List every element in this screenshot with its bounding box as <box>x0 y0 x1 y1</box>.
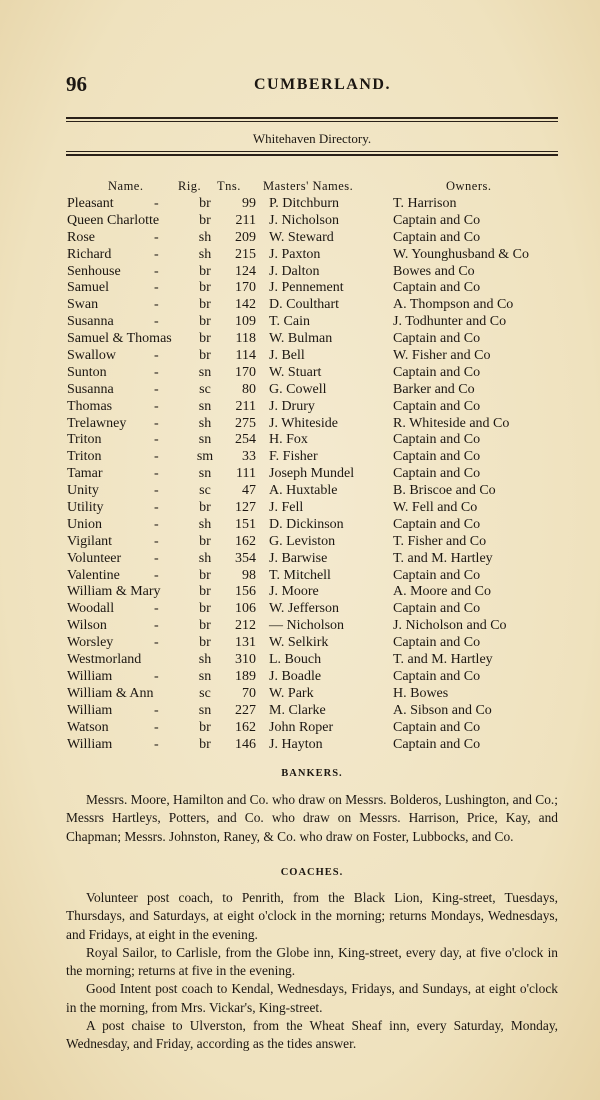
ship-master: H. Fox <box>269 432 308 448</box>
ship-owner: Captain and Co <box>393 449 481 465</box>
ditto-dash: - <box>154 415 159 431</box>
ship-tonnage: 189 <box>235 668 256 684</box>
table-row <box>0 669 600 686</box>
ditto-dash: - <box>154 280 159 296</box>
ship-owner: T. Fisher and Co <box>393 533 487 549</box>
ship-owner: Barker and Co <box>393 381 475 397</box>
ditto-dash: - <box>154 449 159 465</box>
ship-owner: J. Todhunter and Co <box>393 314 507 330</box>
ship-name: Union <box>67 516 102 532</box>
ship-owner: B. Briscoe and Co <box>393 483 496 499</box>
table-row <box>0 382 600 399</box>
ship-name: Susanna <box>67 381 114 397</box>
ship-rig: sn <box>198 398 212 414</box>
ship-owner: Captain and Co <box>393 719 481 735</box>
coach-paragraph: A post chaise to Ulverston, from the Wheat Sheaf inn, every Saturday, Monday, Wednesday, and Friday, according as the tides answer. <box>66 1018 558 1052</box>
ship-tonnage: 209 <box>235 229 256 245</box>
ship-master: W. Jefferson <box>269 601 339 617</box>
ship-owner: H. Bowes <box>393 685 449 701</box>
ship-tonnage: 131 <box>235 635 256 651</box>
ship-rig: br <box>199 196 211 211</box>
ship-master: John Roper <box>269 719 334 735</box>
page-number: 96 <box>66 72 87 96</box>
ship-tonnage: 142 <box>235 297 256 313</box>
ditto-dash: - <box>154 567 159 583</box>
ship-tonnage: 254 <box>235 432 256 448</box>
ship-master: W. Bulman <box>269 331 333 347</box>
column-header-owners: Owners. <box>446 179 492 193</box>
column-header-masters: Masters' Names. <box>263 179 354 193</box>
ship-name: William <box>67 702 113 718</box>
ship-name: Utility <box>67 500 104 516</box>
ship-rig: br <box>199 584 211 600</box>
ship-owner: R. Whiteside and Co <box>393 415 510 431</box>
table-row <box>0 247 600 264</box>
table-row <box>0 618 600 635</box>
ship-master: W. Stuart <box>269 364 322 380</box>
ship-rig: sc <box>199 381 211 397</box>
ship-name: Woodall <box>67 601 115 617</box>
ship-name: Volunteer <box>67 550 122 566</box>
table-row <box>0 365 600 382</box>
bankers-section <box>66 791 558 846</box>
ship-rig: sh <box>198 246 212 262</box>
ship-master: J. Moore <box>269 584 319 600</box>
ship-owner: T. and M. Hartley <box>393 652 493 668</box>
page-header <box>66 72 560 102</box>
ship-owner: A. Moore and Co <box>393 584 491 600</box>
ship-owner: Captain and Co <box>393 280 481 296</box>
ditto-dash: - <box>154 297 159 313</box>
ship-name: Triton <box>67 432 102 448</box>
running-title: CUMBERLAND. <box>254 76 391 93</box>
ship-name: Westmorland <box>67 652 142 668</box>
coach-paragraph: Good Intent post coach to Kendal, Wednesdays, Fridays, and Sundays, at eight o'clock in the morning, from Mrs. Vickar's, King-street. <box>66 981 558 1015</box>
ship-name: Richard <box>67 246 112 262</box>
ship-owner: W. Fisher and Co <box>393 348 491 364</box>
ditto-dash: - <box>154 348 159 364</box>
ship-owner: W. Fell and Co <box>393 500 478 516</box>
ship-tonnage: 47 <box>242 483 256 499</box>
ship-owner: Captain and Co <box>393 466 481 482</box>
ship-tonnage: 114 <box>235 348 256 364</box>
ship-tonnage: 212 <box>235 618 256 634</box>
table-row <box>0 331 600 348</box>
ship-rig: sn <box>198 432 212 448</box>
ditto-dash: - <box>154 550 159 566</box>
ship-tonnage: 310 <box>235 652 256 668</box>
bottom-rule-thin <box>66 151 558 152</box>
ship-owner: T. and M. Hartley <box>393 550 493 566</box>
ship-rig: sh <box>198 652 212 668</box>
ship-name: Samuel & Thomas <box>67 331 172 347</box>
table-row <box>0 500 600 517</box>
ship-master: W. Park <box>269 685 314 701</box>
ship-master: G. Leviston <box>269 533 336 549</box>
ditto-dash: - <box>154 432 159 448</box>
ship-owner: J. Nicholson and Co <box>393 618 507 634</box>
ship-owner: Captain and Co <box>393 398 481 414</box>
ship-tonnage: 98 <box>242 567 256 583</box>
ship-rig: br <box>199 500 211 516</box>
table-row <box>0 483 600 500</box>
ship-rig: sn <box>198 364 212 380</box>
ship-owner: Captain and Co <box>393 736 481 752</box>
table-row <box>0 314 600 331</box>
ditto-dash: - <box>154 314 159 330</box>
ditto-dash: - <box>154 516 159 532</box>
ship-name: William <box>67 668 113 684</box>
ship-rig: br <box>199 601 211 617</box>
bottom-rule <box>66 154 558 156</box>
ditto-dash: - <box>154 500 159 516</box>
table-row <box>0 196 600 213</box>
coach-paragraph: Volunteer post coach, to Penrith, from the Black Lion, King-street, Tuesdays, Thursdays, and Saturdays, at eight o'clock in the morning; returns Mondays, Wednesdays, and Fridays, at eight in the evening. <box>66 890 558 942</box>
table-row <box>0 737 600 754</box>
column-headers <box>0 179 600 197</box>
ship-name: Tamar <box>67 466 103 482</box>
ship-tonnage: 111 <box>236 466 256 482</box>
ship-master: — Nicholson <box>269 618 345 634</box>
ship-register-table <box>0 196 600 753</box>
ship-tonnage: 211 <box>235 212 256 228</box>
top-rule <box>66 117 558 119</box>
ship-rig: sm <box>196 449 214 465</box>
ship-tonnage: 215 <box>235 246 256 262</box>
ship-rig: br <box>199 719 211 735</box>
ship-master: J. Nicholson <box>269 212 339 228</box>
ship-master: L. Bouch <box>269 652 322 668</box>
ship-tonnage: 170 <box>235 280 256 296</box>
ship-rig: sn <box>198 702 212 718</box>
ditto-dash: - <box>154 196 159 211</box>
ship-tonnage: 156 <box>235 584 256 600</box>
table-row <box>0 213 600 230</box>
ship-tonnage: 170 <box>235 364 256 380</box>
ship-name: Sunton <box>67 364 107 380</box>
ship-master: J. Boadle <box>269 668 322 684</box>
ship-owner: Captain and Co <box>393 229 481 245</box>
ship-master: P. Ditchburn <box>269 196 339 211</box>
ship-master: Joseph Mundel <box>269 466 355 482</box>
ship-tonnage: 70 <box>242 685 256 701</box>
ditto-dash: - <box>154 229 159 245</box>
ship-rig: br <box>199 635 211 651</box>
ship-owner: A. Thompson and Co <box>393 297 514 313</box>
ditto-dash: - <box>154 364 159 380</box>
coaches-heading: COACHES. <box>280 867 344 878</box>
table-row <box>0 297 600 314</box>
coaches-section <box>66 889 558 1054</box>
ship-owner: Captain and Co <box>393 668 481 684</box>
ship-rig: sh <box>198 516 212 532</box>
ship-owner: A. Sibson and Co <box>393 702 492 718</box>
ship-master: J. Paxton <box>269 246 321 262</box>
ship-tonnage: 354 <box>235 550 256 566</box>
ship-rig: br <box>199 736 211 752</box>
ship-name: Samuel <box>67 280 109 296</box>
ship-tonnage: 211 <box>235 398 256 414</box>
ship-name: William & Mary <box>67 584 161 600</box>
ship-tonnage: 275 <box>235 415 256 431</box>
ship-rig: sn <box>198 466 212 482</box>
ship-owner: Captain and Co <box>393 516 481 532</box>
ship-name: Queen Charlotte <box>67 212 160 228</box>
ship-master: M. Clarke <box>269 702 326 718</box>
ship-tonnage: 118 <box>235 331 256 347</box>
ship-rig: br <box>199 618 211 634</box>
ditto-dash: - <box>154 483 159 499</box>
top-rule-thin <box>66 121 558 122</box>
ship-rig: sh <box>198 415 212 431</box>
ditto-dash: - <box>154 736 159 752</box>
ship-master: J. Fell <box>269 500 304 516</box>
ship-master: J. Whiteside <box>269 415 338 431</box>
ship-master: W. Selkirk <box>269 635 329 651</box>
table-row <box>0 635 600 652</box>
ditto-dash: - <box>154 381 159 397</box>
ship-owner: Captain and Co <box>393 331 481 347</box>
ship-name: Swan <box>67 297 99 313</box>
ship-tonnage: 80 <box>242 381 256 397</box>
ship-rig: br <box>199 280 211 296</box>
ship-master: W. Steward <box>269 229 334 245</box>
ship-master: J. Pennement <box>269 280 344 296</box>
ship-rig: sn <box>198 668 212 684</box>
ship-rig: br <box>199 348 211 364</box>
ship-tonnage: 227 <box>235 702 256 718</box>
ship-master: J. Barwise <box>269 550 328 566</box>
ship-owner: Bowes and Co <box>393 263 475 279</box>
ship-owner: Captain and Co <box>393 567 481 583</box>
ship-tonnage: 106 <box>235 601 256 617</box>
table-row <box>0 517 600 534</box>
table-row <box>0 601 600 618</box>
ship-rig: br <box>199 567 211 583</box>
table-row <box>0 449 600 466</box>
ship-rig: br <box>199 263 211 279</box>
table-row <box>0 652 600 669</box>
ship-rig: br <box>199 533 211 549</box>
coach-paragraph: Royal Sailor, to Carlisle, from the Globe inn, King-street, every day, at five o'clock in the morning; returns at five in the evening. <box>66 944 558 979</box>
ship-name: Trelawney <box>67 415 127 431</box>
ship-tonnage: 109 <box>235 314 256 330</box>
ditto-dash: - <box>154 466 159 482</box>
table-row <box>0 230 600 247</box>
ship-rig: sh <box>198 550 212 566</box>
ship-master: D. Coulthart <box>269 297 339 313</box>
ship-name: Unity <box>67 483 99 499</box>
ship-name: Triton <box>67 449 102 465</box>
ship-master: G. Cowell <box>269 381 327 397</box>
ship-master: T. Mitchell <box>269 567 331 583</box>
table-row <box>0 399 600 416</box>
ship-tonnage: 127 <box>235 500 256 516</box>
table-row <box>0 584 600 601</box>
ship-tonnage: 162 <box>235 719 256 735</box>
ship-master: J. Dalton <box>269 263 320 279</box>
table-row <box>0 416 600 433</box>
table-row <box>0 348 600 365</box>
ship-tonnage: 162 <box>235 533 256 549</box>
ditto-dash: - <box>154 635 159 651</box>
column-header-name: Name. <box>108 179 144 193</box>
ship-master: J. Bell <box>269 348 305 364</box>
ship-master: D. Dickinson <box>269 516 344 532</box>
ship-rig: br <box>199 331 211 347</box>
ship-master: F. Fisher <box>269 449 318 465</box>
table-row <box>0 720 600 737</box>
table-row <box>0 280 600 297</box>
ship-name: Rose <box>67 229 95 245</box>
section-title: Whitehaven Directory. <box>252 131 372 146</box>
ship-tonnage: 99 <box>242 196 256 211</box>
table-row <box>0 466 600 483</box>
ship-owner: Captain and Co <box>393 635 481 651</box>
ditto-dash: - <box>154 668 159 684</box>
column-header-tons: Tns. <box>217 179 241 193</box>
ship-owner: Captain and Co <box>393 212 481 228</box>
ship-owner: Captain and Co <box>393 432 481 448</box>
ship-tonnage: 146 <box>235 736 256 752</box>
bankers-heading: BANKERS. <box>281 768 343 779</box>
ship-name: William & Ann <box>67 685 154 701</box>
table-row <box>0 686 600 703</box>
ship-tonnage: 124 <box>235 263 256 279</box>
ship-name: Susanna <box>67 314 114 330</box>
ship-rig: br <box>199 314 211 330</box>
ship-name: Watson <box>67 719 109 735</box>
ship-owner: W. Younghusband & Co <box>393 246 530 262</box>
ship-name: Vigilant <box>67 533 113 549</box>
ship-owner: Captain and Co <box>393 364 481 380</box>
ship-master: J. Drury <box>269 398 315 414</box>
column-header-rig: Rig. <box>178 179 202 193</box>
ship-master: A. Huxtable <box>269 483 338 499</box>
table-row <box>0 568 600 585</box>
ship-rig: br <box>199 297 211 313</box>
ship-master: T. Cain <box>269 314 310 330</box>
ship-name: Thomas <box>67 398 113 414</box>
ditto-dash: - <box>154 533 159 549</box>
ship-name: Wilson <box>67 618 107 634</box>
ship-owner: T. Harrison <box>393 196 457 211</box>
ship-owner: Captain and Co <box>393 601 481 617</box>
ship-name: William <box>67 736 113 752</box>
ditto-dash: - <box>154 398 159 414</box>
ditto-dash: - <box>154 618 159 634</box>
ship-name: Pleasant <box>67 196 114 211</box>
ditto-dash: - <box>154 719 159 735</box>
ship-rig: sc <box>199 483 211 499</box>
ship-name: Swallow <box>67 348 116 364</box>
ditto-dash: - <box>154 246 159 262</box>
ship-rig: sc <box>199 685 211 701</box>
ship-tonnage: 151 <box>235 516 256 532</box>
table-row <box>0 703 600 720</box>
ship-rig: br <box>199 212 211 228</box>
ditto-dash: - <box>154 702 159 718</box>
ditto-dash: - <box>154 601 159 617</box>
table-row <box>0 264 600 281</box>
ship-name: Valentine <box>67 567 120 583</box>
ship-tonnage: 33 <box>242 449 256 465</box>
table-row <box>0 551 600 568</box>
table-row <box>0 432 600 449</box>
ship-rig: sh <box>198 229 212 245</box>
ship-name: Senhouse <box>67 263 121 279</box>
ditto-dash: - <box>154 263 159 279</box>
ship-name: Worsley <box>67 635 114 651</box>
table-row <box>0 534 600 551</box>
bankers-paragraph: Messrs. Moore, Hamilton and Co. who draw on Messrs. Bolderos, Lushington, and Co.; Messrs Hartleys, Potters, and Co. who draw on Messrs. Harrison, Price, Kay, and Chapman; Messrs. Johnston, Raney, & Co. who draw on Foster, Lubbocks, and Co. <box>66 792 558 844</box>
ship-master: J. Hayton <box>269 736 323 752</box>
